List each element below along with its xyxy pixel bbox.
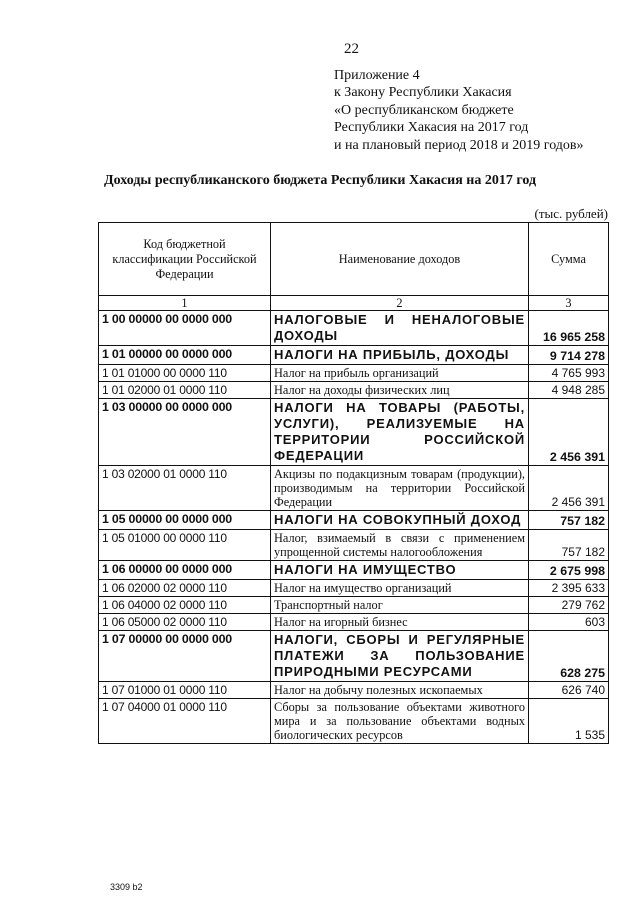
table-body [99, 311, 609, 744]
annex-line: Приложение 4 [334, 68, 420, 83]
table-row [99, 466, 609, 511]
column-number: 1 [99, 296, 271, 311]
row-sum: 4 948 285 [529, 382, 609, 399]
table-row [99, 580, 609, 597]
row-sum: 1 535 [529, 699, 609, 744]
annex-header [334, 67, 584, 154]
row-code: 1 06 00000 00 0000 000 [99, 561, 271, 580]
table-row [99, 382, 609, 399]
row-name: Налог, взимаемый в связи с применением упрощенной системы налогообложения [271, 530, 529, 561]
page-number: 22 [344, 41, 359, 57]
table-row [99, 365, 609, 382]
row-name: Налог на имущество организаций [271, 580, 529, 597]
row-sum: 603 [529, 614, 609, 631]
header-name: Наименование доходов [271, 223, 529, 296]
row-code: 1 00 00000 00 0000 000 [99, 311, 271, 346]
table-header-row [99, 223, 609, 296]
revenue-table [98, 222, 609, 744]
row-sum: 279 762 [529, 597, 609, 614]
row-code: 1 01 02000 01 0000 110 [99, 382, 271, 399]
table-row [99, 561, 609, 580]
table-row [99, 346, 609, 365]
annex-line: к Закону Республики Хакасия [334, 85, 512, 101]
row-name: Налог на доходы физических лиц [271, 382, 529, 399]
row-sum: 9 714 278 [529, 346, 609, 365]
table-row [99, 682, 609, 699]
table-row [99, 631, 609, 682]
row-sum: 4 765 993 [529, 365, 609, 382]
row-name: НАЛОГИ, СБОРЫ И РЕГУЛЯРНЫЕ ПЛАТЕЖИ ЗА ПОЛЬЗОВАНИЕ ПРИРОДНЫМИ РЕСУРСАМИ [271, 631, 529, 682]
table-row [99, 530, 609, 561]
row-code: 1 01 01000 00 0000 110 [99, 365, 271, 382]
row-name: Налог на добычу полезных ископаемых [271, 682, 529, 699]
column-number: 2 [271, 296, 529, 311]
footer-code: 3309 b2 [110, 882, 143, 892]
document-title: Доходы республиканского бюджета Республики Хакасия на 2017 год [103, 173, 537, 188]
row-sum: 626 740 [529, 682, 609, 699]
table-row [99, 699, 609, 744]
table-row [99, 614, 609, 631]
table-row [99, 399, 609, 466]
annex-line: и на плановый период 2018 и 2019 годов» [334, 137, 584, 153]
row-name: НАЛОГИ НА ТОВАРЫ (РАБОТЫ, УСЛУГИ), РЕАЛИЗУЕМЫЕ НА ТЕРРИТОРИИ РОССИЙСКОЙ ФЕДЕРАЦИИ [271, 399, 529, 466]
row-code: 1 05 01000 00 0000 110 [99, 530, 271, 561]
row-sum: 2 395 633 [529, 580, 609, 597]
row-sum: 757 182 [529, 511, 609, 530]
column-number: 3 [529, 296, 609, 311]
row-code: 1 06 02000 02 0000 110 [99, 580, 271, 597]
row-code: 1 07 00000 00 0000 000 [99, 631, 271, 682]
header-code: Код бюджетной классификации Российской Федерации [99, 223, 271, 296]
row-name: НАЛОГИ НА ПРИБЫЛЬ, ДОХОДЫ [271, 346, 529, 365]
row-name: НАЛОГИ НА ИМУЩЕСТВО [271, 561, 529, 580]
header-sum: Сумма [529, 223, 609, 296]
row-code: 1 07 01000 01 0000 110 [99, 682, 271, 699]
row-code: 1 06 05000 02 0000 110 [99, 614, 271, 631]
annex-line: «О республиканском бюджете [334, 102, 514, 118]
row-sum: 2 456 391 [529, 466, 609, 511]
row-code: 1 01 00000 00 0000 000 [99, 346, 271, 365]
annex-line: Республики Хакасия на 2017 год [334, 120, 529, 136]
row-name: Сборы за пользование объектами животного мира и за пользование объектами водных биологических ресурсов [271, 699, 529, 744]
row-name: НАЛОГИ НА СОВОКУПНЫЙ ДОХОД [271, 511, 529, 530]
row-name: Налог на игорный бизнес [271, 614, 529, 631]
row-code: 1 07 04000 01 0000 110 [99, 699, 271, 744]
column-number-row [99, 296, 609, 311]
row-code: 1 03 02000 01 0000 110 [99, 466, 271, 511]
units-label: (тыс. рублей) [534, 206, 608, 221]
row-name: Налог на прибыль организаций [271, 365, 529, 382]
row-code: 1 03 00000 00 0000 000 [99, 399, 271, 466]
row-code: 1 06 04000 02 0000 110 [99, 597, 271, 614]
row-code: 1 05 00000 00 0000 000 [99, 511, 271, 530]
row-sum: 628 275 [529, 631, 609, 682]
table-row [99, 311, 609, 346]
row-sum: 16 965 258 [529, 311, 609, 346]
row-sum: 2 456 391 [529, 399, 609, 466]
row-name: Транспортный налог [271, 597, 529, 614]
row-sum: 2 675 998 [529, 561, 609, 580]
table-row [99, 511, 609, 530]
table-row [99, 597, 609, 614]
row-sum: 757 182 [529, 530, 609, 561]
row-name: Акцизы по подакцизным товарам (продукции), производимым на территории Российской Федерации [271, 466, 529, 511]
row-name: НАЛОГОВЫЕ И НЕНАЛОГОВЫЕ ДОХОДЫ [271, 311, 529, 346]
